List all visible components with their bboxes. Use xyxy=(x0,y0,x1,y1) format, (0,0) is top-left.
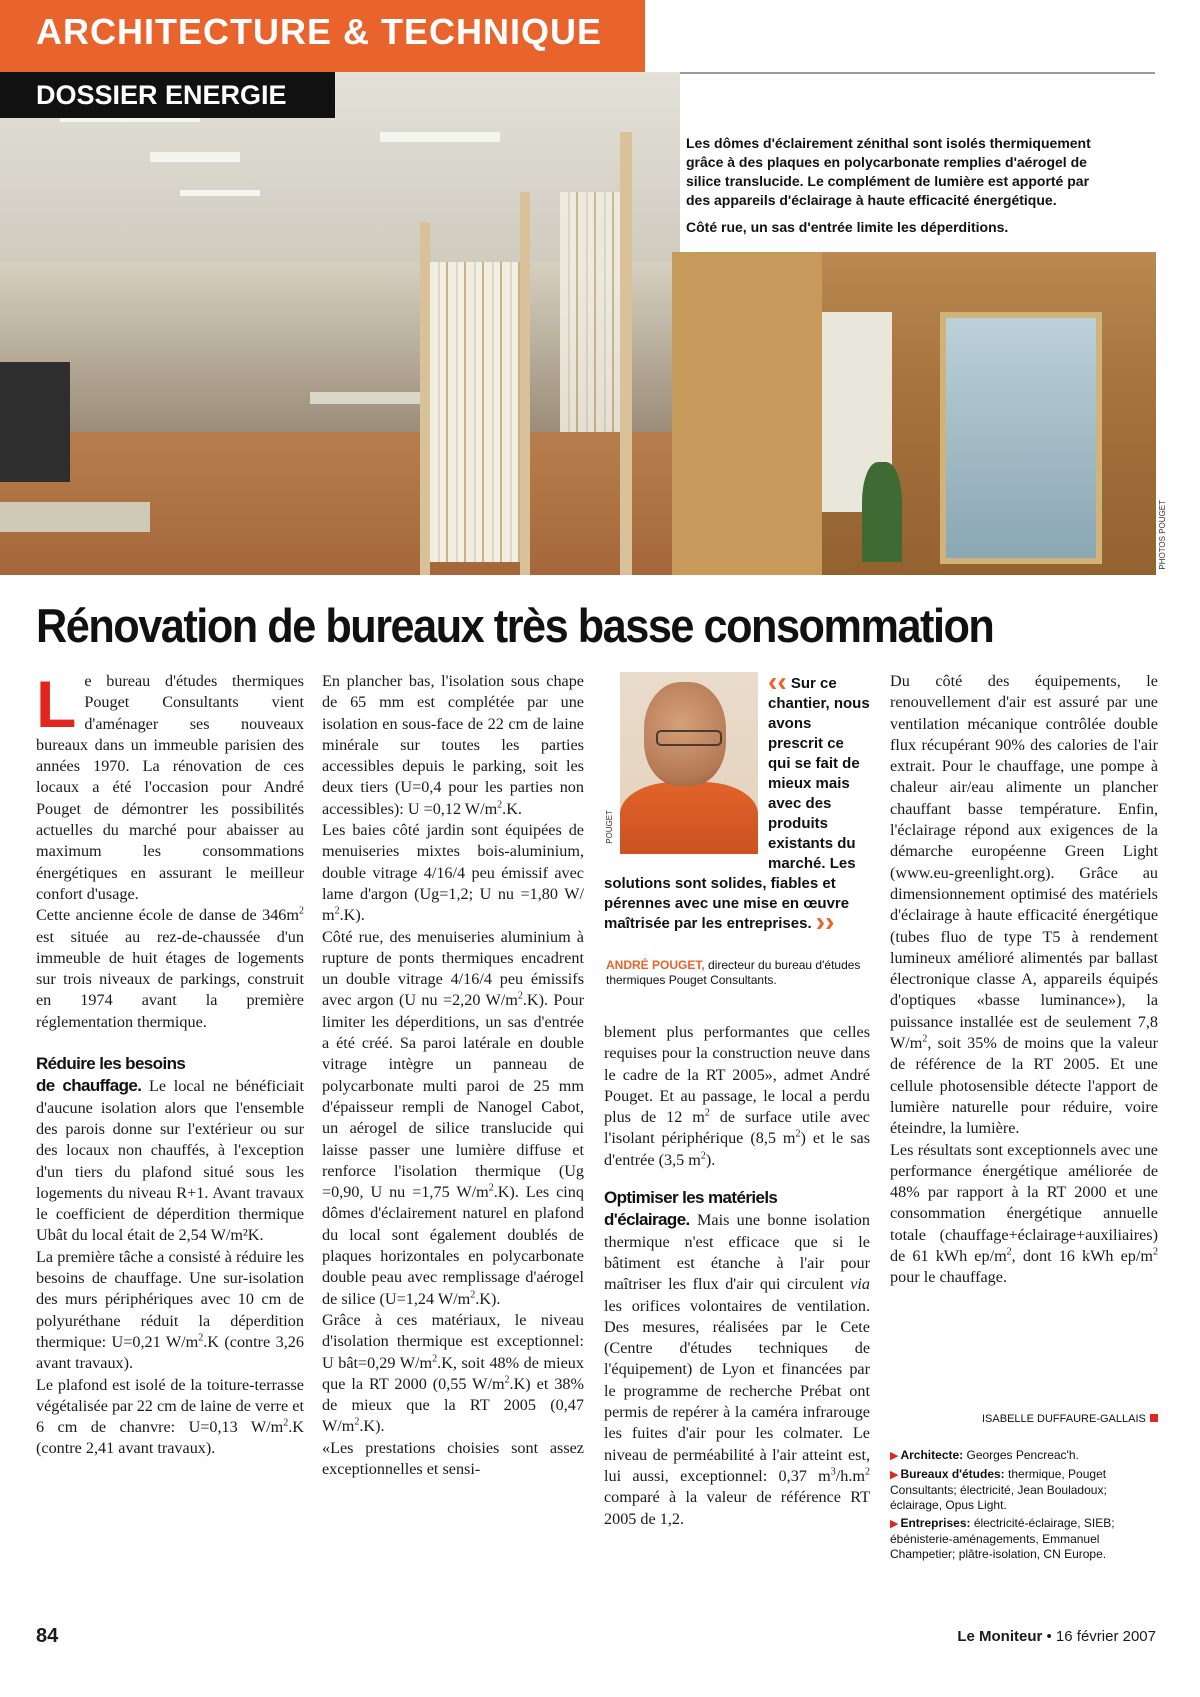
ceiling-light xyxy=(380,132,500,142)
article-column-4 xyxy=(890,671,1158,1289)
top-rule xyxy=(645,72,1155,74)
shelf-post xyxy=(420,222,430,575)
author-signature: ISABELLE DUFFAURE-GALLAIS xyxy=(982,1413,1158,1425)
table xyxy=(310,392,420,404)
end-square-icon xyxy=(1150,1414,1158,1422)
issue-date: 16 février 2007 xyxy=(1055,1628,1156,1645)
paragraph: Côté rue, des menuiseries aluminium à rupture de ponts thermiques encadrent un double vitrage 4/16/4 peu émissifs avec argon (U nu =2,20 $W/m^2.K$). Pour limiter les déperditions, un sas d'entrée a été créé. Sa paroi latérale en double vitrage intègre un panneau de polycarbonate multi paroi de 25 mm d'épaisseur rempli de Nanogel Cabot, un aérogel de silice translucide qui laisse passer une lumière diffuse et renforce l'isolation thermique (Ug =0,90, U nu =1,75 $W/m^2.K$). Les cinq dômes d'éclairement naturel en plafond du local sont également doublés de plaques horizontales en polycarbonate double peau avec remplissage d'aérogel de silice (U=1,24 $W/m^2.K$). xyxy=(322,927,585,1308)
quote-role: directeur du bureau d'études thermiques Pouget Consultants. xyxy=(606,958,861,987)
close-quote-icon: ›› xyxy=(815,906,835,937)
paragraph: Les résultats sont exceptionnels avec une performance énergétique améliorée de 48% par rapport à la RT 2000 et une consommation énergétique annuelle totale (chauffage+éclairage+auxiliaires) de 61 kWh $ep/m^2$, dont 16 kWh $ep/m^2$ pour le chauffage. xyxy=(890,1140,1158,1287)
paragraph: La première tâche a consisté à réduire les besoins de chauffage. Une sur-isolation des murs périphériques avec 10 cm de polyuréthane réduit la déperdition thermique: U=0,21 $W/m^2.K$ (contre 3,26 avant travaux). xyxy=(36,1247,304,1373)
magazine-footer: Le Moniteur • 16 février 2007 xyxy=(957,1628,1156,1645)
dropcap: L xyxy=(36,667,77,741)
triangle-right-icon: ▶ xyxy=(890,1518,899,1530)
paragraph: Le bureau d'études thermiques Pouget Consultants vient d'aménager ses nouveaux bureaux dans un immeuble parisien des années 1970. La rénovation de ces locaux a été l'occasion pour André Pouget de démontrer les possibilités actuelles du marché pour abaisser au maximum les consommations énergétiques en assurant le meilleur confort d'usage. xyxy=(36,667,304,903)
page-number: 84 xyxy=(36,1625,59,1647)
paragraph: «Les prestations choisies sont assez exceptionnelles et sensi- xyxy=(322,1438,584,1478)
quote-text: Sur ce chantier, nous avons prescrit ce qui se fait de mieux mais avec des produits existants du marché. Les solutions sont solides, fiables et pérennes avec une mise en œuvre maîtrisée par les entreprises. xyxy=(604,675,870,932)
subheading: d'éclairage. xyxy=(604,1210,690,1230)
section-title: ARCHITECTURE & TECHNIQUE xyxy=(36,11,603,52)
shelf-post xyxy=(520,192,530,575)
paragraph: Optimiser les matériels d'éclairage. Mais une bonne isolation thermique n'est efficace que si le bâtiment est étanche à l'air pour maîtriser les flux d'air qui circulent via les orifices volontaires de ventilation. Des mesures, réalisées par le Cete (Centre d'études techniques de l'équipement) de Lyon et financées par le programme de recherche Prébat ont permis de repérer à la caméra infrarouge les fuites d'air pour les colmater. Le niveau de perméabilité à l'air atteint est, lui aussi, exceptionnel: 0,37 $m^3/h.m^2$ comparé à la valeur de référence RT 2005 de 1,2. xyxy=(604,1188,870,1528)
paragraph: blement plus performantes que celles requises pour la construction neuve dans le cadre de la RT 2005», admet André Pouget. Et au passage, le local a perdu plus de 12 $m^2$ de surface utile avec l'isolant périphérique (8,5 $m^2$) et le sas d'entrée (3,5 $m^2$). xyxy=(604,1023,870,1169)
article-column-3 xyxy=(604,1022,870,1530)
triangle-right-icon: ▶ xyxy=(890,1469,899,1481)
shelf-binders xyxy=(560,192,620,432)
subheading: Réduire les besoins xyxy=(36,1054,186,1074)
quote-author: ANDRÉ POUGET, xyxy=(606,958,705,972)
subheading: Optimiser les matériels xyxy=(604,1188,778,1208)
portrait-credit: POUGET xyxy=(605,810,614,844)
photo-caption xyxy=(686,134,1106,245)
wood-wall xyxy=(672,252,822,575)
quote-attribution xyxy=(606,958,870,988)
office-photo xyxy=(0,72,680,575)
ceiling-light xyxy=(150,152,240,162)
section-band xyxy=(0,0,645,72)
paragraph: Le plafond est isolé de la toiture-terrasse végétalisée par 22 cm de laine de verre et 6 cm de chanvre: U=0,13 $W/m^2.K$ (contre 2,41 avant travaux). xyxy=(36,1375,304,1458)
credit-item: ▶ Bureaux d'études: thermique, Pouget Consultants; électricité, Jean Bouladoux; éclairage, Opus Light. xyxy=(890,1467,1107,1512)
paragraph: Cette ancienne école de danse de $346m^2$ est située au rez-de-chaussée d'un immeuble de huit étages de logements sur trois niveaux de parkings, construit en 1974 avant la première réglementation thermique. xyxy=(36,905,304,1031)
shelf-binders xyxy=(430,262,520,562)
article-column-2 xyxy=(322,671,584,1480)
rubric-title: DOSSIER ENERGIE xyxy=(36,80,287,110)
caption-text: Côté rue, un sas d'entrée limite les déperditions. xyxy=(686,219,1009,235)
credit-item: ▶ Architecte: Georges Pencreac'h. xyxy=(890,1448,1079,1462)
photo-credit: PHOTOS POUGET xyxy=(1158,500,1167,570)
paragraph: Réduire les besoins de chauffage. Le local ne bénéficiait d'aucune isolation alors que l'ensemble des parois donne sur l'extérieur ou sur des locaux non chauffés, à l'exception d'un tiers du plafond situé sous les logements du niveau R+1. Avant travaux le coefficient de déperdition thermique Ubât du local était de 2,54 W/m²K. xyxy=(36,1054,305,1245)
plant xyxy=(862,462,902,562)
rubric-band xyxy=(0,72,335,118)
shelf-post xyxy=(620,132,632,575)
magazine-name: Le Moniteur xyxy=(957,1628,1043,1645)
triangle-right-icon: ▶ xyxy=(890,1450,899,1462)
ceiling-light xyxy=(180,190,260,196)
paragraph: En plancher bas, l'isolation sous chape de 65 mm est complétée par une isolation en sous-face de 22 cm de laine minérale sur toutes les parties accessibles depuis le parking, soit les deux tiers (U=0,4 pour les parties non accessibles): U =0,12 $W/m^2.K$. xyxy=(322,672,584,818)
credit-item: ▶ Entreprises: électricité-éclairage, SIEB; ébénisterie-aménagements, Emmanuel Champetier; plâtre-isolation, CN Europe. xyxy=(890,1516,1115,1561)
project-credits xyxy=(890,1448,1158,1565)
open-quote-icon: ‹‹ xyxy=(768,666,787,697)
quote-spacer xyxy=(604,674,768,856)
glass-door xyxy=(940,312,1102,564)
entrance-photo xyxy=(672,252,1156,575)
subheading: de chauffage. xyxy=(36,1076,142,1096)
pull-quote xyxy=(604,666,870,937)
desk-equipment xyxy=(0,362,70,482)
paragraph: Les baies côté jardin sont équipées de menuiseries mixtes bois-aluminium, double vitrage 4/16/4 peu émissif avec lame d'argon (Ug=1,2; U nu =1,80 W/ $m^2.K$). xyxy=(322,821,584,925)
caption-text: Les dômes d'éclairement zénithal sont isolés thermiquement grâce à des plaques en polycarbonate remplies d'aérogel de silice translucide. Le complément de lumière est apporté par des appareils d'éclairage à haute efficacité énergétique. xyxy=(686,135,1091,208)
headline: Rénovation de bureaux très basse consommation xyxy=(36,599,994,652)
paragraph: Grâce à ces matériaux, le niveau d'isolation thermique est exceptionnel: U bât=0,29 $W/m^2.K$, soit 48% de mieux que la RT 2000 (0,55 $W/m^2.K$) et 38% de mieux que la RT 2005 (0,47 $W/m^2.K$). xyxy=(322,1310,584,1436)
paragraph: Du côté des équipements, le renouvellement d'air est assuré par une ventilation mécanique contrôlée double flux récupérant 90% des calories de l'air extrait. Pour le chauffage, une pompe à chaleur air/eau alimente un plancher chauffant basse température. Enfin, l'éclairage répond aux exigences de la démarche européenne Green Light (www.eu-greenlight.org). Grâce au dimensionnement optimisé des matériels d'éclairage à haute efficacité énergétique (tubes fluo de type T5 à rendement lumineux amélioré alimentés par ballast électronique classe A, appareils équipés d'optiques «basse luminance»), la puissance installée est de seulement 7,8 $W/m^2$, soit 35% de moins que la valeur de référence de la RT 2005. Et une cellule photosensible détecte l'apport de lumière naturelle pour réduire, voire éteindre, la lumière. xyxy=(890,672,1158,1138)
article-column-1 xyxy=(36,667,305,1460)
desk xyxy=(0,502,150,532)
